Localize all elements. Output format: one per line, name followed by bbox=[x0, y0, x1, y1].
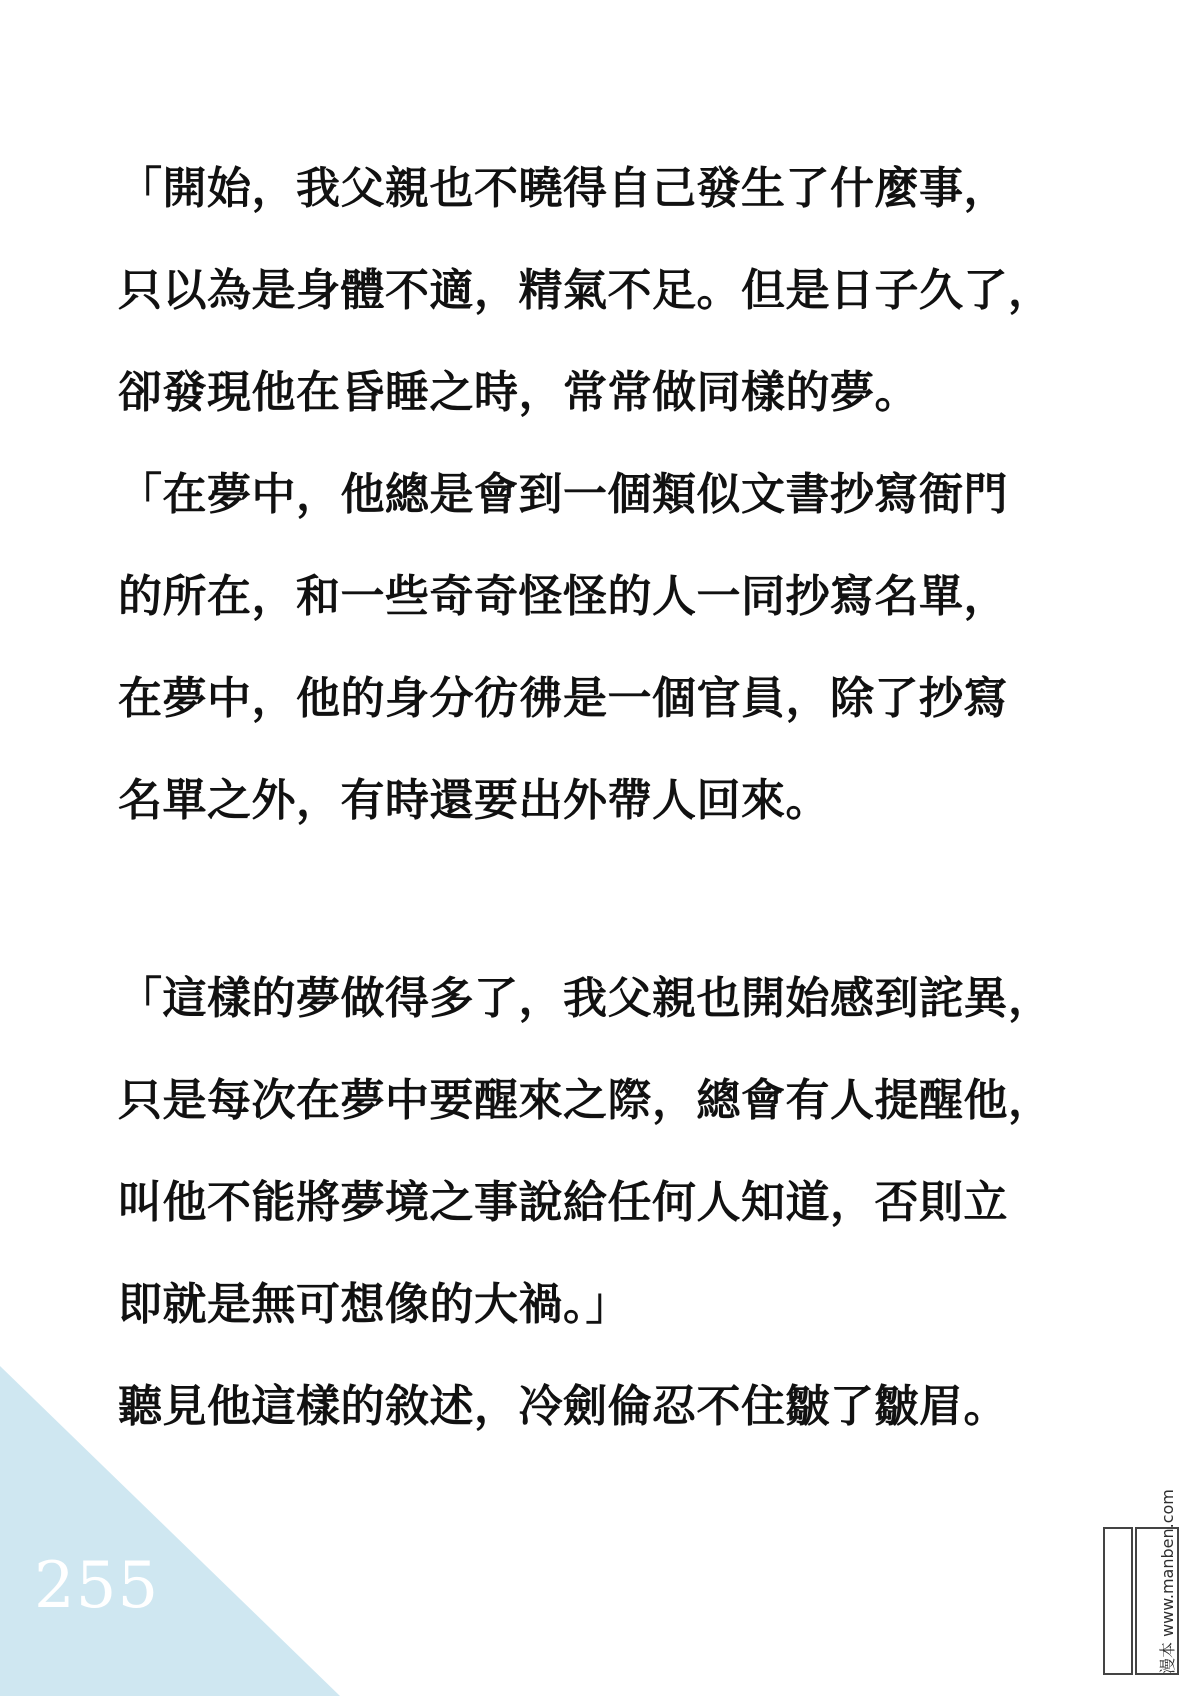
text-line-8: 「這樣的夢做得多了，我父親也開始感到詫異， bbox=[118, 973, 1053, 1024]
text-line-3: 卻發現他在昏睡之時，常常做同樣的夢。 bbox=[118, 367, 919, 418]
text-line-4: 「在夢中，他總是會到一個類似文書抄寫衙門 bbox=[118, 469, 1008, 520]
text-line-10: 叫他不能將夢境之事說給任何人知道，否則立 bbox=[118, 1177, 1008, 1228]
text-line-6: 在夢中，他的身分彷彿是一個官員，除了抄寫 bbox=[118, 673, 1008, 724]
text-line-2: 只以為是身體不適，精氣不足。但是日子久了， bbox=[118, 265, 1053, 316]
text-line-12: 聽見他這樣的敘述，冷劍倫忍不住皺了皺眉。 bbox=[118, 1381, 1008, 1432]
text-line-5: 的所在，和一些奇奇怪怪的人一同抄寫名單， bbox=[118, 571, 1008, 622]
text-line-1: 「開始，我父親也不曉得自己發生了什麼事， bbox=[118, 163, 1008, 214]
text-line-9: 只是每次在夢中要醒來之際，總會有人提醒他， bbox=[118, 1075, 1053, 1126]
watermark-text: 漫本 www.manben.com bbox=[1158, 1489, 1177, 1674]
page-number: 255 bbox=[34, 1549, 160, 1623]
text-line-11: 即就是無可想像的大禍。」 bbox=[118, 1279, 630, 1330]
text-line-7: 名單之外，有時還要出外帶人回來。 bbox=[118, 775, 830, 826]
